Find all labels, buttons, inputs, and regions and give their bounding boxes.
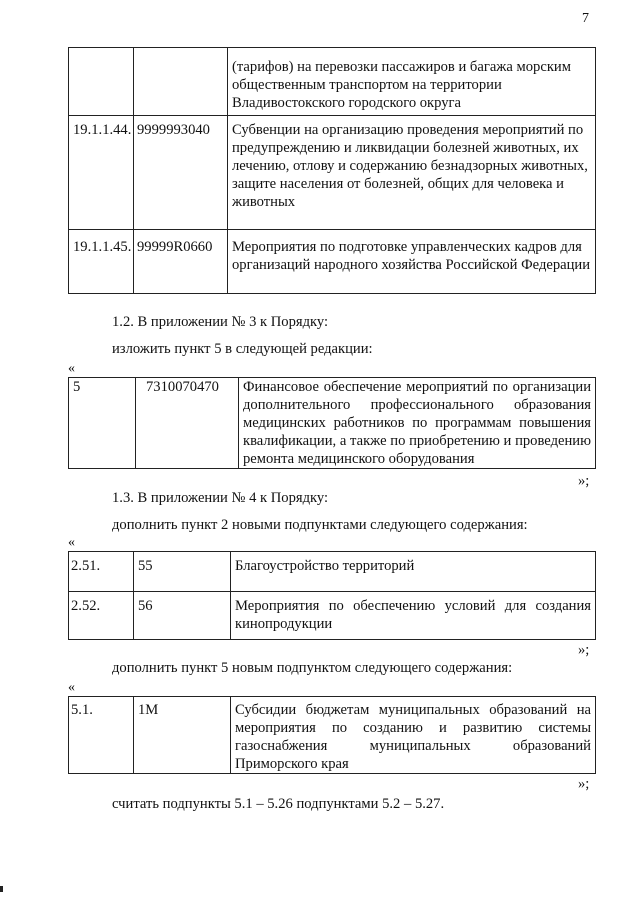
section-1-3-instruction: дополнить пункт 2 новыми подпунктами следующего содержания: <box>112 517 528 533</box>
row-kbk: 7310070470 <box>136 378 239 469</box>
appendix-3-table <box>68 377 596 469</box>
row-code: 19.1.1.45. <box>69 230 134 294</box>
final-instruction: считать подпункты 5.1 – 5.26 подпунктами 5.2 – 5.27. <box>112 796 445 812</box>
section-1-3-instruction-2: дополнить пункт 5 новым подпунктом следующего содержания: <box>112 660 513 676</box>
close-quote: »; <box>578 776 590 792</box>
row-description: (тарифов) на перевозки пассажиров и багажа морским общественным транспортом на территории Владивостокского городского округа <box>228 48 596 116</box>
table-row <box>69 48 596 116</box>
close-quote: »; <box>578 473 590 489</box>
table-row <box>69 116 596 230</box>
section-1-2-instruction: изложить пункт 5 в следующей редакции: <box>112 341 373 357</box>
row-code: 19.1.1.44. <box>69 116 134 230</box>
row-description: Мероприятия по обеспечению условий для создания кинопродукции <box>231 592 596 640</box>
row-description: Субвенции на организацию проведения мероприятий по предупреждению и ликвидации болезней животных, их лечению, отлову и содержанию безнадзорных животных, защите населения от болезней, общих для человека и животных <box>228 116 596 230</box>
row-code: 2.52. <box>69 592 134 640</box>
table-row <box>69 592 596 640</box>
appendix-4-table-point-5 <box>68 696 596 774</box>
row-kbk: 56 <box>134 592 231 640</box>
row-code <box>69 48 134 116</box>
section-1-2-heading: 1.2. В приложении № 3 к Порядку: <box>112 314 329 330</box>
row-code: 5 <box>69 378 136 469</box>
page-number: 7 <box>582 11 589 26</box>
section-1-3-heading: 1.3. В приложении № 4 к Порядку: <box>112 490 329 506</box>
scan-margin-mark <box>0 886 3 892</box>
row-kbk: 1М <box>134 697 231 774</box>
open-quote: « <box>68 535 75 550</box>
open-quote: « <box>68 361 75 376</box>
row-description: Благоустройство территорий <box>231 552 596 592</box>
row-code: 5.1. <box>69 697 134 774</box>
table-row <box>69 230 596 294</box>
table-row <box>69 378 596 469</box>
row-code: 2.51. <box>69 552 134 592</box>
row-description: Субсидии бюджетам муниципальных образований на мероприятия по созданию и развитию системы газоснабжения муниципальных образований Приморского края <box>231 697 596 774</box>
appendix-4-table-point-2 <box>68 551 596 640</box>
row-kbk: 99999R0660 <box>134 230 228 294</box>
kbk-table-continuation <box>68 47 596 294</box>
row-kbk: 55 <box>134 552 231 592</box>
row-description: Финансовое обеспечение мероприятий по организации дополнительного профессионального образования медицинских работников по программам повышения квалификации, а также по приобретению и проведению ремонта медицинского оборудования <box>239 378 596 469</box>
table-row <box>69 552 596 592</box>
close-quote: »; <box>578 642 590 658</box>
table-row <box>69 697 596 774</box>
open-quote: « <box>68 680 75 695</box>
row-description: Мероприятия по подготовке управленческих кадров для организаций народного хозяйства Российской Федерации <box>228 230 596 294</box>
row-kbk: 9999993040 <box>134 116 228 230</box>
row-kbk <box>134 48 228 116</box>
